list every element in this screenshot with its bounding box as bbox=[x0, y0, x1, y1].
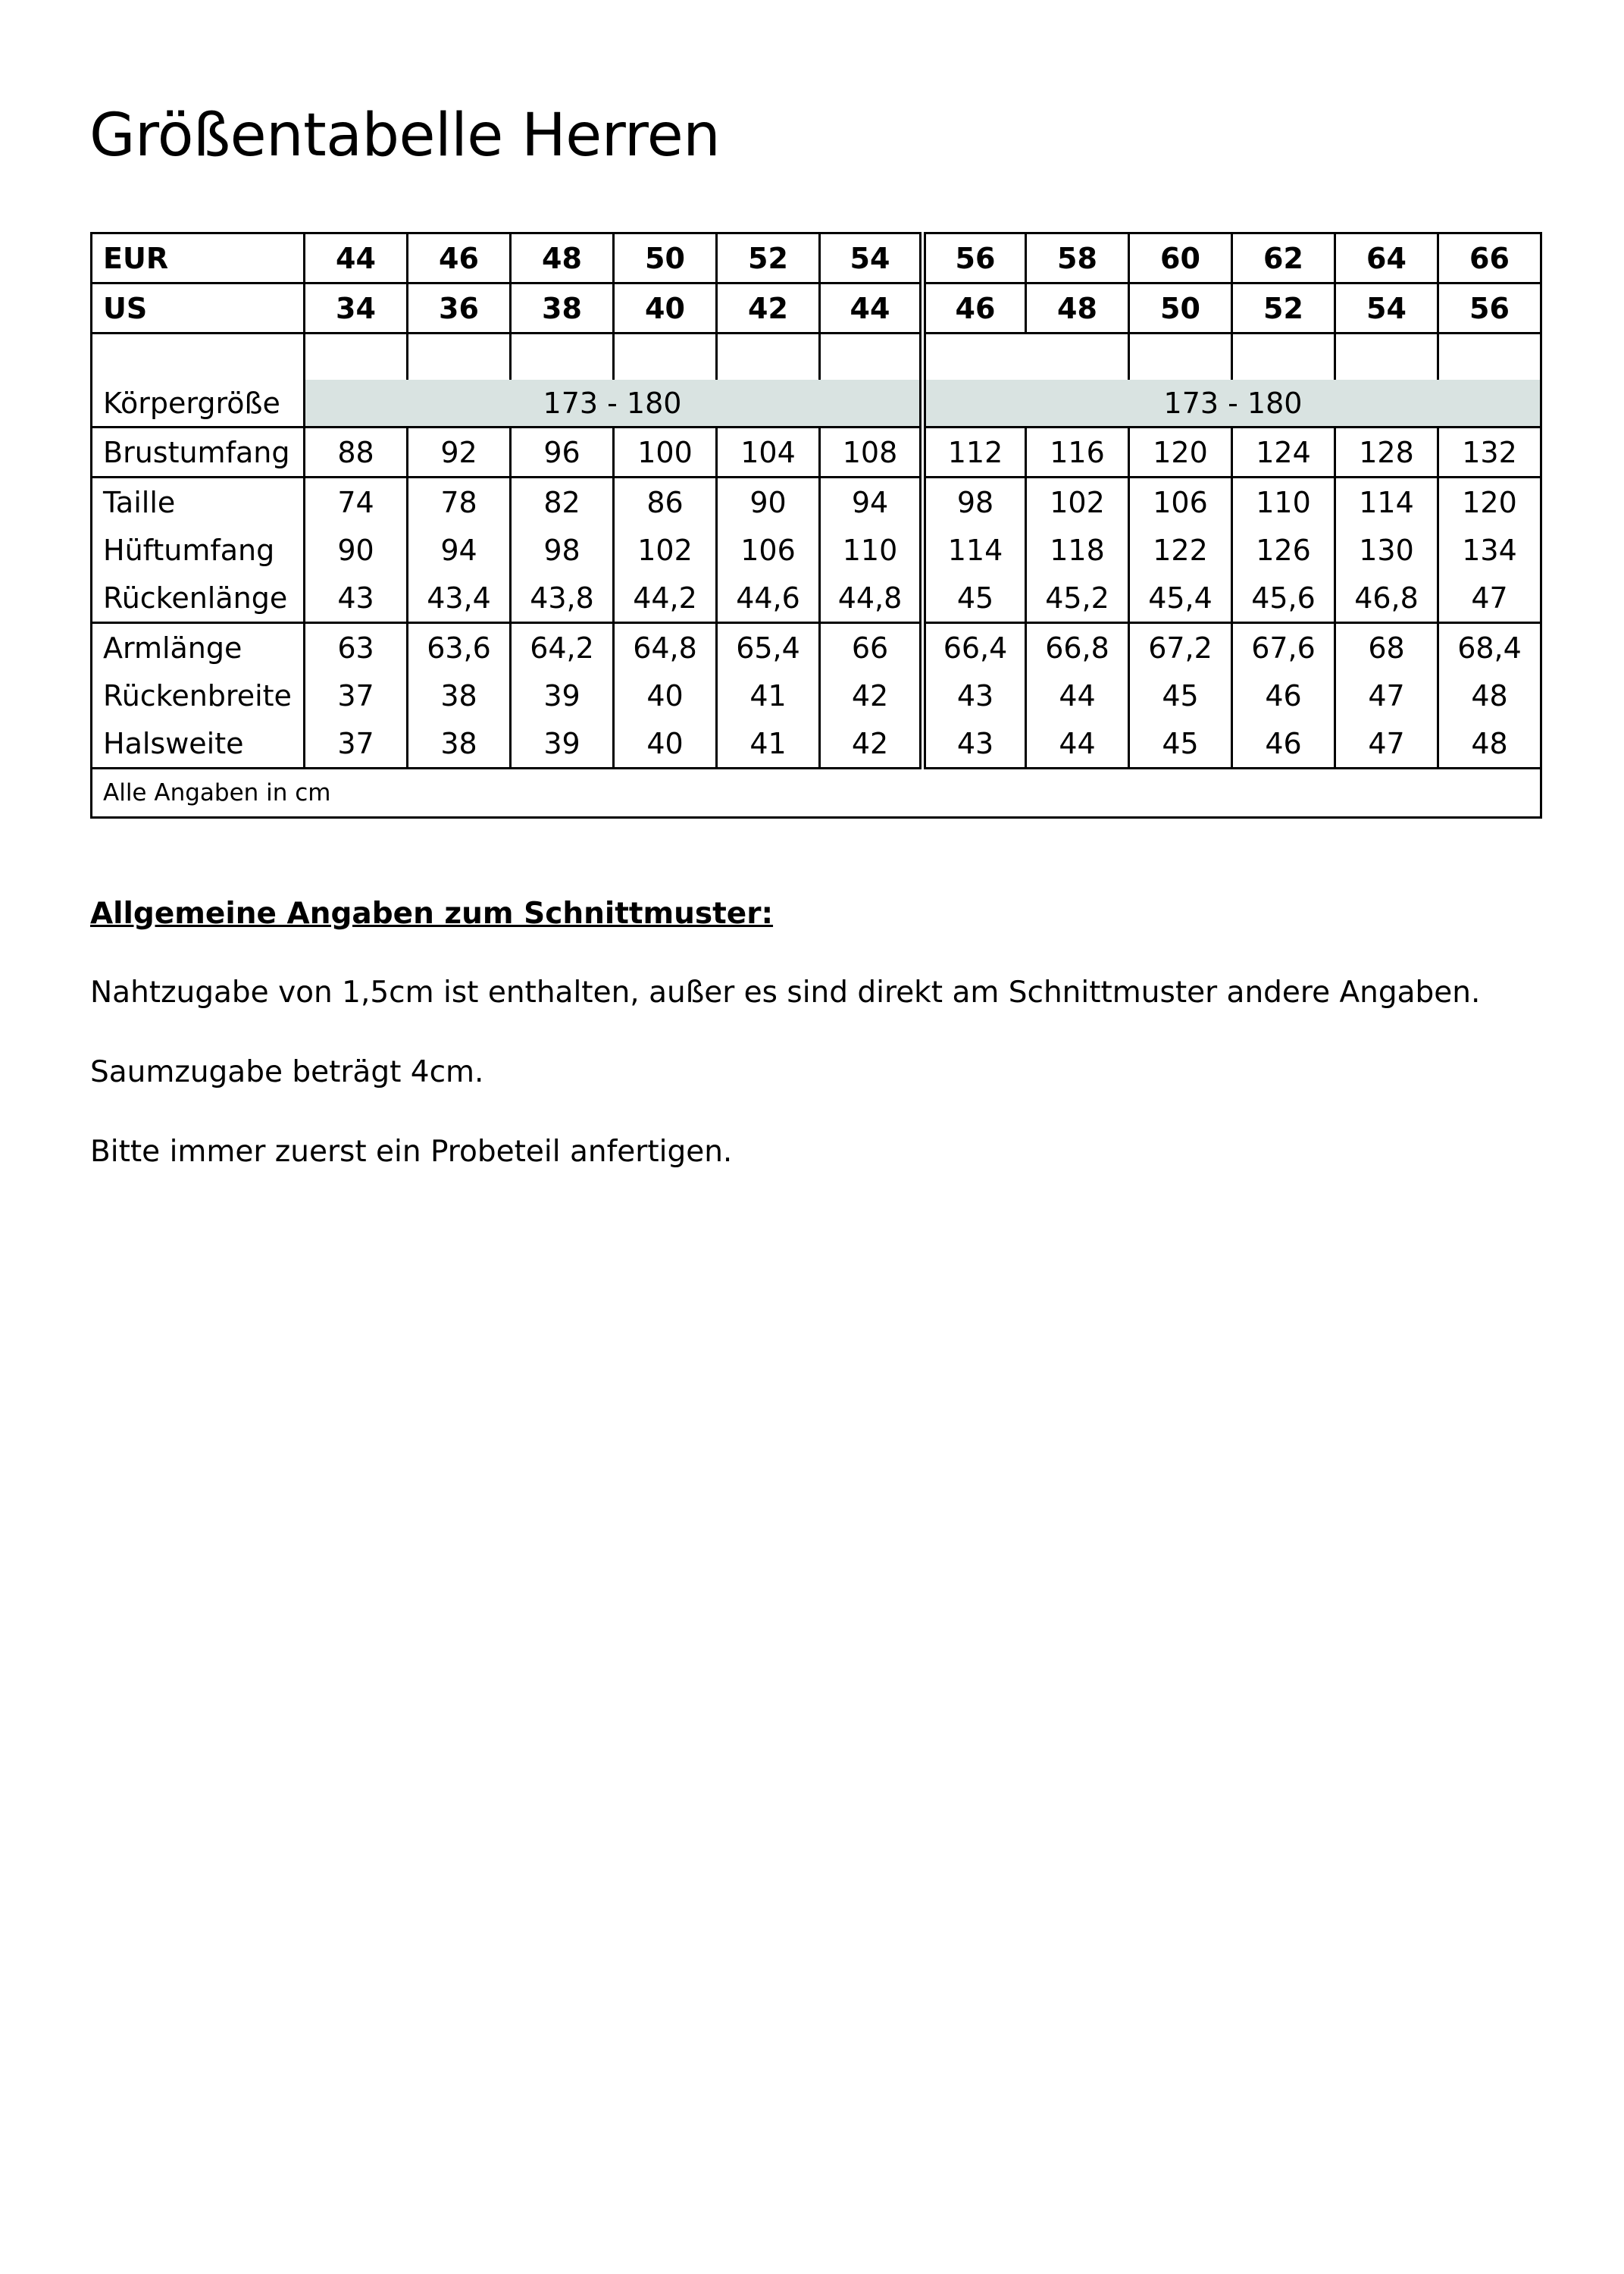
size-cell: 48 bbox=[1438, 672, 1541, 719]
size-cell: 88 bbox=[305, 428, 408, 478]
size-cell: 112 bbox=[923, 428, 1026, 478]
size-cell: 120 bbox=[1438, 478, 1541, 527]
size-cell: 130 bbox=[1335, 526, 1438, 574]
size-cell: 38 bbox=[511, 283, 614, 334]
size-cell: 58 bbox=[1026, 233, 1129, 283]
size-cell: 114 bbox=[923, 526, 1026, 574]
size-cell: 42 bbox=[820, 719, 923, 769]
size-cell: 90 bbox=[305, 526, 408, 574]
table-row-rueckenlaenge bbox=[92, 574, 1541, 623]
info-heading: Allgemeine Angaben zum Schnittmuster: bbox=[90, 897, 774, 931]
size-cell: 114 bbox=[1335, 478, 1438, 527]
size-cell: 64 bbox=[1335, 233, 1438, 283]
size-cell: 118 bbox=[1026, 526, 1129, 574]
size-cell: 68 bbox=[1335, 623, 1438, 672]
height-range-a: 173 - 180 bbox=[305, 380, 923, 428]
size-cell: 44,6 bbox=[717, 574, 820, 623]
row-label: Brustumfang bbox=[92, 428, 305, 478]
size-cell: 45 bbox=[1129, 719, 1232, 769]
size-cell: 64,8 bbox=[614, 623, 717, 672]
size-cell: 41 bbox=[717, 672, 820, 719]
size-cell: 40 bbox=[614, 283, 717, 334]
row-label: Taille bbox=[92, 478, 305, 527]
size-cell: 106 bbox=[1129, 478, 1232, 527]
size-cell: 102 bbox=[1026, 478, 1129, 527]
row-label: US bbox=[92, 283, 305, 334]
size-cell: 39 bbox=[511, 672, 614, 719]
table-row-eur bbox=[92, 233, 1541, 283]
row-label: Körpergröße bbox=[92, 380, 305, 428]
size-cell: 134 bbox=[1438, 526, 1541, 574]
size-cell: 45 bbox=[923, 574, 1026, 623]
size-cell: 110 bbox=[820, 526, 923, 574]
size-cell: 60 bbox=[1129, 233, 1232, 283]
size-cell: 46 bbox=[408, 233, 511, 283]
size-cell: 40 bbox=[614, 719, 717, 769]
size-cell: 43 bbox=[923, 719, 1026, 769]
table-row-rueckenbreite bbox=[92, 672, 1541, 719]
size-cell: 44,8 bbox=[820, 574, 923, 623]
size-cell: 90 bbox=[717, 478, 820, 527]
size-cell: 65,4 bbox=[717, 623, 820, 672]
table-row-us bbox=[92, 283, 1541, 334]
size-cell: 52 bbox=[1232, 283, 1335, 334]
size-cell: 74 bbox=[305, 478, 408, 527]
size-cell: 50 bbox=[1129, 283, 1232, 334]
table-row-hueftumfang bbox=[92, 526, 1541, 574]
row-label: Hüftumfang bbox=[92, 526, 305, 574]
size-cell: 54 bbox=[820, 233, 923, 283]
size-cell: 56 bbox=[1438, 283, 1541, 334]
table-row-taille bbox=[92, 478, 1541, 527]
size-cell: 124 bbox=[1232, 428, 1335, 478]
size-cell: 42 bbox=[820, 672, 923, 719]
row-label: EUR bbox=[92, 233, 305, 283]
size-cell: 43,8 bbox=[511, 574, 614, 623]
size-cell: 45,4 bbox=[1129, 574, 1232, 623]
size-cell: 46,8 bbox=[1335, 574, 1438, 623]
size-cell: 132 bbox=[1438, 428, 1541, 478]
row-label: Halsweite bbox=[92, 719, 305, 769]
size-cell: 86 bbox=[614, 478, 717, 527]
size-cell: 98 bbox=[511, 526, 614, 574]
size-cell: 44 bbox=[305, 233, 408, 283]
size-cell: 43 bbox=[305, 574, 408, 623]
size-cell: 40 bbox=[614, 672, 717, 719]
size-cell: 78 bbox=[408, 478, 511, 527]
height-range-b: 173 - 180 bbox=[923, 380, 1541, 428]
table-row-koerpergroesse bbox=[92, 380, 1541, 428]
size-cell: 67,6 bbox=[1232, 623, 1335, 672]
size-cell: 38 bbox=[408, 719, 511, 769]
size-cell: 94 bbox=[820, 478, 923, 527]
size-cell: 46 bbox=[923, 283, 1026, 334]
size-cell: 98 bbox=[923, 478, 1026, 527]
size-cell: 46 bbox=[1232, 719, 1335, 769]
size-cell: 44 bbox=[820, 283, 923, 334]
size-cell: 106 bbox=[717, 526, 820, 574]
size-cell: 52 bbox=[717, 233, 820, 283]
size-cell: 66,4 bbox=[923, 623, 1026, 672]
size-cell: 62 bbox=[1232, 233, 1335, 283]
row-label: Rückenlänge bbox=[92, 574, 305, 623]
size-cell: 45 bbox=[1129, 672, 1232, 719]
size-cell: 36 bbox=[408, 283, 511, 334]
units-note: Alle Angaben in cm bbox=[92, 769, 1541, 818]
size-cell: 34 bbox=[305, 283, 408, 334]
size-cell: 47 bbox=[1335, 672, 1438, 719]
size-cell: 66 bbox=[820, 623, 923, 672]
size-cell: 68,4 bbox=[1438, 623, 1541, 672]
size-cell: 50 bbox=[614, 233, 717, 283]
size-cell: 48 bbox=[1026, 283, 1129, 334]
size-cell: 96 bbox=[511, 428, 614, 478]
info-test-piece: Bitte immer zuerst ein Probeteil anfertigen. bbox=[90, 1135, 733, 1169]
size-cell: 66,8 bbox=[1026, 623, 1129, 672]
size-cell: 44 bbox=[1026, 672, 1129, 719]
size-cell: 48 bbox=[1438, 719, 1541, 769]
size-cell: 45,6 bbox=[1232, 574, 1335, 623]
size-table bbox=[90, 232, 1542, 819]
size-cell: 104 bbox=[717, 428, 820, 478]
size-cell: 120 bbox=[1129, 428, 1232, 478]
table-row-brustumfang bbox=[92, 428, 1541, 478]
size-cell: 116 bbox=[1026, 428, 1129, 478]
size-cell: 44 bbox=[1026, 719, 1129, 769]
table-row-spacer bbox=[92, 334, 1541, 381]
size-cell: 44,2 bbox=[614, 574, 717, 623]
size-cell: 82 bbox=[511, 478, 614, 527]
size-cell: 47 bbox=[1335, 719, 1438, 769]
size-cell: 102 bbox=[614, 526, 717, 574]
size-cell: 92 bbox=[408, 428, 511, 478]
size-cell: 94 bbox=[408, 526, 511, 574]
size-cell: 126 bbox=[1232, 526, 1335, 574]
size-cell: 63,6 bbox=[408, 623, 511, 672]
size-cell: 63 bbox=[305, 623, 408, 672]
size-cell: 39 bbox=[511, 719, 614, 769]
size-cell: 108 bbox=[820, 428, 923, 478]
size-cell: 42 bbox=[717, 283, 820, 334]
size-cell: 46 bbox=[1232, 672, 1335, 719]
table-row-note bbox=[92, 769, 1541, 818]
size-cell: 128 bbox=[1335, 428, 1438, 478]
size-cell: 37 bbox=[305, 672, 408, 719]
table-row-armlaenge bbox=[92, 623, 1541, 672]
size-cell: 37 bbox=[305, 719, 408, 769]
row-label: Rückenbreite bbox=[92, 672, 305, 719]
size-cell: 64,2 bbox=[511, 623, 614, 672]
row-label: Armlänge bbox=[92, 623, 305, 672]
size-cell: 45,2 bbox=[1026, 574, 1129, 623]
size-cell: 56 bbox=[923, 233, 1026, 283]
table-row-halsweite bbox=[92, 719, 1541, 769]
size-cell: 100 bbox=[614, 428, 717, 478]
size-cell: 38 bbox=[408, 672, 511, 719]
size-cell: 43,4 bbox=[408, 574, 511, 623]
size-cell: 41 bbox=[717, 719, 820, 769]
info-seam-allowance: Nahtzugabe von 1,5cm ist enthalten, außer es sind direkt am Schnittmuster andere Angaben. bbox=[90, 976, 1481, 1010]
page-title: Größentabelle Herren bbox=[89, 102, 721, 170]
size-cell: 110 bbox=[1232, 478, 1335, 527]
size-cell: 47 bbox=[1438, 574, 1541, 623]
size-cell: 48 bbox=[511, 233, 614, 283]
size-cell: 66 bbox=[1438, 233, 1541, 283]
info-hem-allowance: Saumzugabe beträgt 4cm. bbox=[90, 1055, 484, 1089]
size-cell: 67,2 bbox=[1129, 623, 1232, 672]
size-cell: 54 bbox=[1335, 283, 1438, 334]
size-cell: 43 bbox=[923, 672, 1026, 719]
size-cell: 122 bbox=[1129, 526, 1232, 574]
